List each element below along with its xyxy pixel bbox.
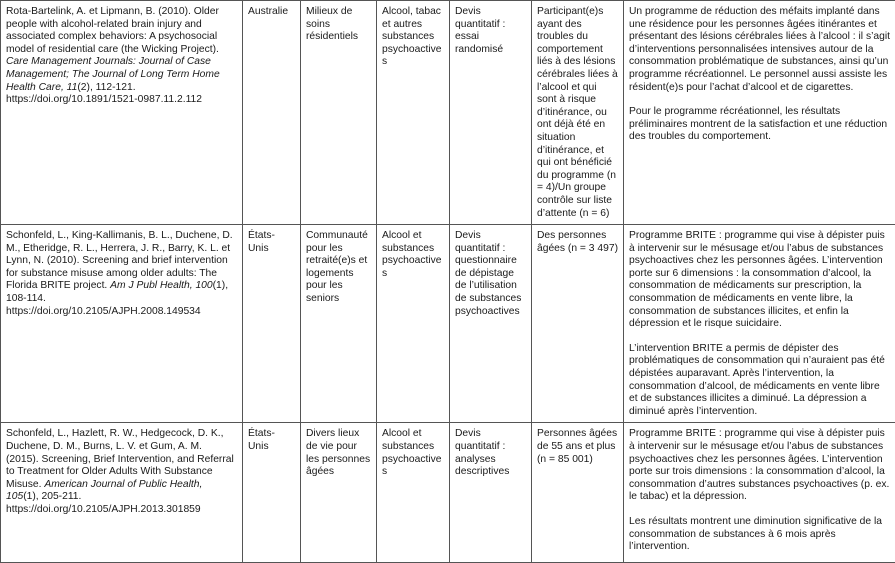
country-cell: États-Unis [243,423,301,563]
reference-cell [1,423,243,563]
results-cell [624,225,895,423]
reference-text: Schonfeld, L., Hazlett, R. W., Hedgecock, D. K., Duchene, D. M., Burns, L. V. et Gum, A. M. (2015). Screening, Brief Intervention, and Referral to Treatment for Older Adults With Substance Misuse. [6,428,234,489]
substances-cell: Alcool, tabac et autres substances psychoactives [377,1,450,225]
results-paragraph: Les résultats montrent une diminution significative de la consommation de substances à 6 mois après l’intervention. [629,516,890,554]
table-row [1,1,895,225]
setting-cell: Divers lieux de vie pour les personnes âgées [301,423,377,563]
results-paragraph: Pour le programme récréationnel, les résultats préliminaires montrent de la satisfaction et une réduction des troubles du comportement. [629,106,890,144]
setting-cell: Communauté pour les retraité(e)s et logements pour les seniors [301,225,377,423]
design-cell: Devis quantitatif : analyses descriptives [450,423,532,563]
journal-title: American Journal of Public Health, 105 [6,479,202,503]
country-cell: États-Unis [243,225,301,423]
reference-cell [1,225,243,423]
results-paragraph: L’intervention BRITE a permis de dépister des problématiques de consommation qui n’auraient pas été dépistées auparavant. Après l’intervention, la consommation d’alcool, de médicaments en vente libre et de substances illicites a diminué. La dépression a diminué après l’intervention. [629,343,890,419]
journal-title: Care Management Journals: Journal of Case Management; The Journal of Long Term Home Health Care, 11 [6,56,220,92]
reference-cell [1,1,243,225]
table-row [1,225,895,423]
journal-title: Am J Publ Health, 100 [110,280,212,291]
results-paragraph: Un programme de réduction des méfaits implanté dans une résidence pour les personnes âgées itinérantes et présentant des lésions cérébrales liées à l’alcool : il s’agit d’interventions personnalisées intensives autour de la consommation problématique de substances, ainsi qu’un programme récréationnel. Le personnel aussi assiste les résident(e)s pour l’achat d’alcool et de cigarettes. [629,6,890,94]
results-cell [624,423,895,563]
design-cell: Devis quantitatif : questionnaire de dépistage de l’utilisation de substances psychoactives [450,225,532,423]
reference-text: Rota-Bartelink, A. et Lipmann, B. (2010). Older people with alcohol-related brain injury and associated complex behaviors: A psychosocial model of residential care (the Wicking Project). [6,6,219,55]
setting-cell: Milieux de soins résidentiels [301,1,377,225]
reference-citation: (2), 112-121. https://doi.org/10.1891/1521-0987.11.2.112 [6,82,202,106]
results-cell [624,1,895,225]
reference-text: Schonfeld, L., King-Kallimanis, B. L., Duchene, D. M., Etheridge, R. L., Herrera, J. R., Barry, K. L. et Lynn, N. (2010). Screening and brief intervention for substance misuse among older adults: The Florida BRITE project. [6,230,233,291]
results-paragraph: Programme BRITE : programme qui vise à dépister puis à intervenir sur le mésusage et/ou l’abus de substances psychoactives chez les personnes âgées. L’intervention porte sur 6 dimensions : la consommation d’alcool, la consommation de médicaments sur prescription, la consommation de médicaments en vente libre, la consommation de substances illicites, et enfin la dépression et le risque suicidaire. [629,230,890,331]
reference-citation: (1), 205-211. https://doi.org/10.2105/AJPH.2013.301859 [6,491,201,515]
participants-cell: Des personnes âgées (n = 3 497) [532,225,624,423]
design-cell: Devis quantitatif : essai randomisé [450,1,532,225]
participants-cell: Personnes âgées de 55 ans et plus (n = 85 001) [532,423,624,563]
country-cell: Australie [243,1,301,225]
participants-cell: Participant(e)s ayant des troubles du comportement liés à des lésions cérébrales liées à l’alcool et qui sont à risque d’itinérance, ou ont déjà été en situation d’itinérance, et qui ont bénéficié du programme (n = 4)/Un groupe contrôle sur liste d’attente (n = 6) [532,1,624,225]
substances-cell: Alcool et substances psychoactives [377,225,450,423]
table-row [1,423,895,563]
substances-cell: Alcool et substances psychoactives [377,423,450,563]
results-paragraph: Programme BRITE : programme qui vise à dépister puis à intervenir sur le mésusage et/ou l’abus de substances psychoactives chez les personnes âgées. L’intervention porte sur trois dimensions : la consommation d’alcool, la consommation d’autres substances psychoactives (p. ex. le tabac) et la dépression. [629,428,890,504]
reference-citation: (1), 108-114. https://doi.org/10.2105/AJPH.2008.149534 [6,280,228,316]
